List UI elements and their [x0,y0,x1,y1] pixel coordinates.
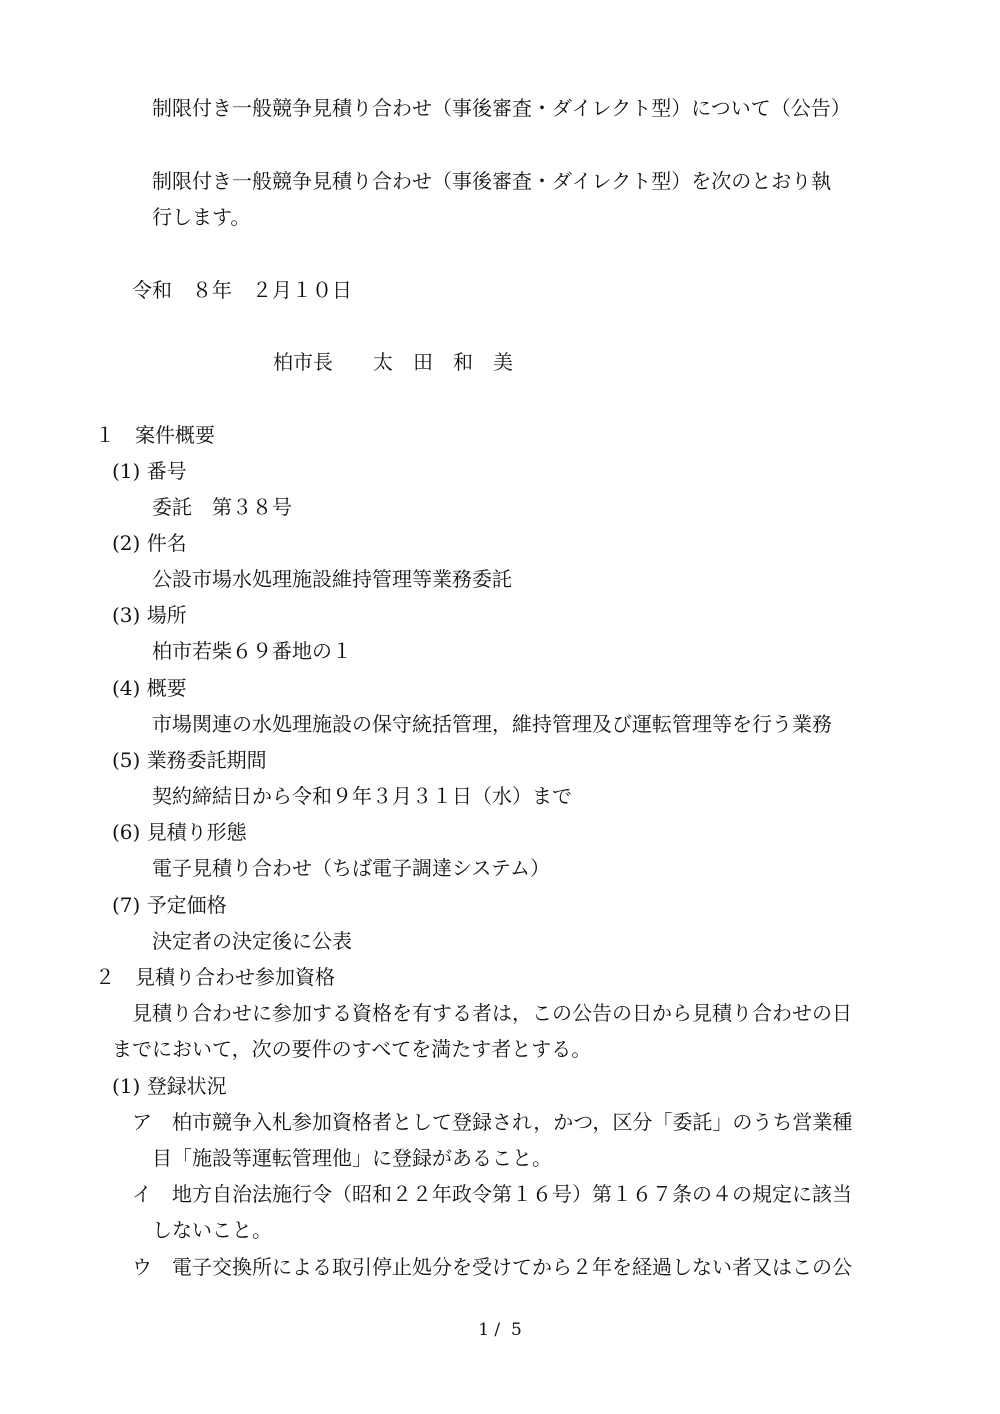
section-2-body-line-2: までにおいて，次の要件のすべてを満たす者とする。 [112,1037,592,1061]
item-2-label: (2) 件名 [112,531,187,555]
requirement-a-line-2: 目「施設等運転管理他」に登録があること。 [152,1146,552,1170]
intro-line-1: 制限付き一般競争見積り合わせ（事後審査・ダイレクト型）を次のとおり執 [152,169,832,193]
requirement-i-line-2: しないこと。 [152,1218,272,1242]
item-6-label: (6) 見積り形態 [112,820,247,844]
requirement-i-line-1: イ 地方自治法施行令（昭和２２年政令第１６号）第１６７条の４の規定に該当 [132,1182,852,1206]
item-5-value: 契約締結日から令和９年３月３１日（水）まで [152,784,572,808]
section-2-body-line-1: 見積り合わせに参加する資格を有する者は，この公告の日から見積り合わせの日 [132,1001,852,1025]
requirement-u-line-1: ウ 電子交換所による取引停止処分を受けてから２年を経過しない者又はこの公 [132,1255,852,1279]
section-2-title: ２ 見積り合わせ参加資格 [95,965,335,989]
item-4-label: (4) 概要 [112,676,187,700]
intro-line-2: 行します。 [152,205,251,229]
item-6-value: 電子見積り合わせ（ちば電子調達システム） [152,856,550,880]
item-5-label: (5) 業務委託期間 [112,748,267,772]
item-2-value: 公設市場水処理施設維持管理等業務委託 [152,567,512,591]
subsection-1-title: (1) 登録状況 [112,1074,227,1098]
item-3-label: (3) 場所 [112,603,187,627]
item-1-label: (1) 番号 [112,459,187,483]
section-1-title: １ 案件概要 [95,423,215,447]
item-7-value: 決定者の決定後に公表 [152,929,352,953]
item-7-label: (7) 予定価格 [112,893,227,917]
item-4-value: 市場関連の水処理施設の保守統括管理，維持管理及び運転管理等を行う業務 [152,712,832,736]
item-3-value: 柏市若柴６９番地の１ [152,639,352,663]
issuer-name: 柏市長 太 田 和 美 [273,350,513,374]
page-number: 1 / 5 [478,1320,522,1340]
requirement-a-line-1: ア 柏市競争入札参加資格者として登録され，かつ，区分「委託」のうち営業種 [132,1110,853,1134]
item-1-value: 委託 第３８号 [152,495,292,519]
notice-date: 令和 ８年 ２月１０日 [132,278,352,302]
notice-heading: 制限付き一般競争見積り合わせ（事後審査・ダイレクト型）について（公告） [152,96,851,120]
